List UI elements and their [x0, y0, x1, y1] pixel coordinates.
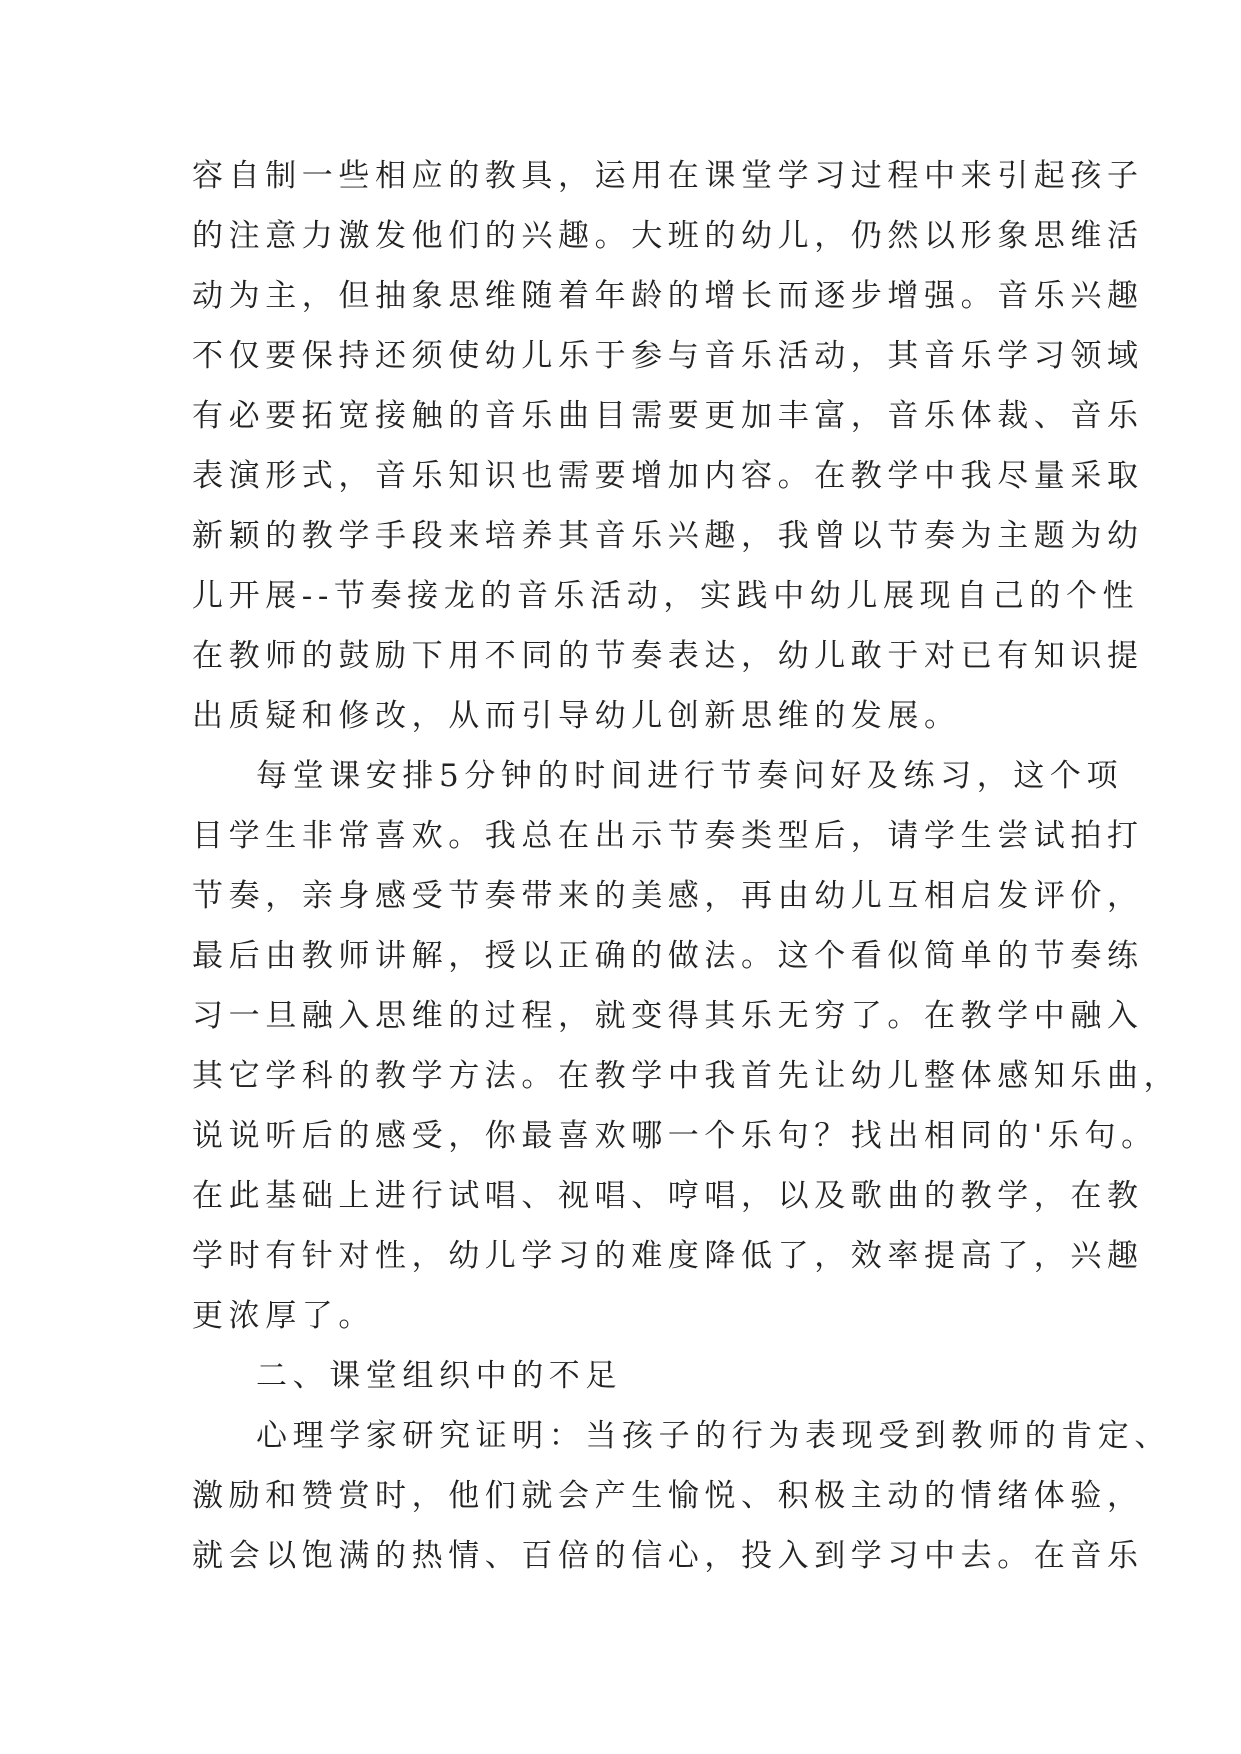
- text-line: 每堂课安排5分钟的时间进行节奏问好及练习，这个项: [256, 758, 1124, 794]
- text-line: 其它学科的教学方法。在教学中我首先让幼儿整体感知乐曲，: [192, 1058, 1181, 1094]
- text-line: 心理学家研究证明：当孩子的行为表现受到教师的肯定、: [256, 1418, 1171, 1454]
- text-line: 在此基础上进行试唱、视唱、哼唱，以及歌曲的教学，在教: [192, 1178, 1144, 1214]
- text-line: 说说听后的感受，你最喜欢哪一个乐句？找出相同的'乐句。: [192, 1118, 1158, 1154]
- text-line: 习一旦融入思维的过程，就变得其乐无穷了。在教学中融入: [192, 998, 1144, 1034]
- text-line: 激励和赞赏时，他们就会产生愉悦、积极主动的情绪体验，: [192, 1478, 1144, 1514]
- text-line: 二、课堂组织中的不足: [256, 1358, 622, 1394]
- text-line: 容自制一些相应的教具，运用在课堂学习过程中来引起孩子: [192, 158, 1144, 194]
- text-line: 节奏，亲身感受节奏带来的美感，再由幼儿互相启发评价，: [192, 878, 1144, 914]
- text-line: 有必要拓宽接触的音乐曲目需要更加丰富，音乐体裁、音乐: [192, 398, 1144, 434]
- text-line: 目学生非常喜欢。我总在出示节奏类型后，请学生尝试拍打: [192, 818, 1144, 854]
- text-line: 出质疑和修改，从而引导幼儿创新思维的发展。: [192, 698, 961, 734]
- text-line: 的注意力激发他们的兴趣。大班的幼儿，仍然以形象思维活: [192, 218, 1144, 254]
- text-line: 就会以饱满的热情、百倍的信心，投入到学习中去。在音乐: [192, 1538, 1144, 1574]
- text-line: 动为主，但抽象思维随着年龄的增长而逐步增强。音乐兴趣: [192, 278, 1144, 314]
- text-line: 学时有针对性，幼儿学习的难度降低了，效率提高了，兴趣: [192, 1238, 1144, 1274]
- text-line: 新颖的教学手段来培养其音乐兴趣，我曾以节奏为主题为幼: [192, 518, 1144, 554]
- text-line: 表演形式，音乐知识也需要增加内容。在教学中我尽量采取: [192, 458, 1144, 494]
- text-line: 不仅要保持还须使幼儿乐于参与音乐活动，其音乐学习领域: [192, 338, 1144, 374]
- text-line: 儿开展--节奏接龙的音乐活动，实践中幼儿展现自己的个性: [192, 578, 1140, 614]
- text-line: 最后由教师讲解，授以正确的做法。这个看似简单的节奏练: [192, 938, 1144, 974]
- text-line: 更浓厚了。: [192, 1298, 375, 1334]
- text-line: 在教师的鼓励下用不同的节奏表达，幼儿敢于对已有知识提: [192, 638, 1144, 674]
- document-body: [192, 146, 1181, 1586]
